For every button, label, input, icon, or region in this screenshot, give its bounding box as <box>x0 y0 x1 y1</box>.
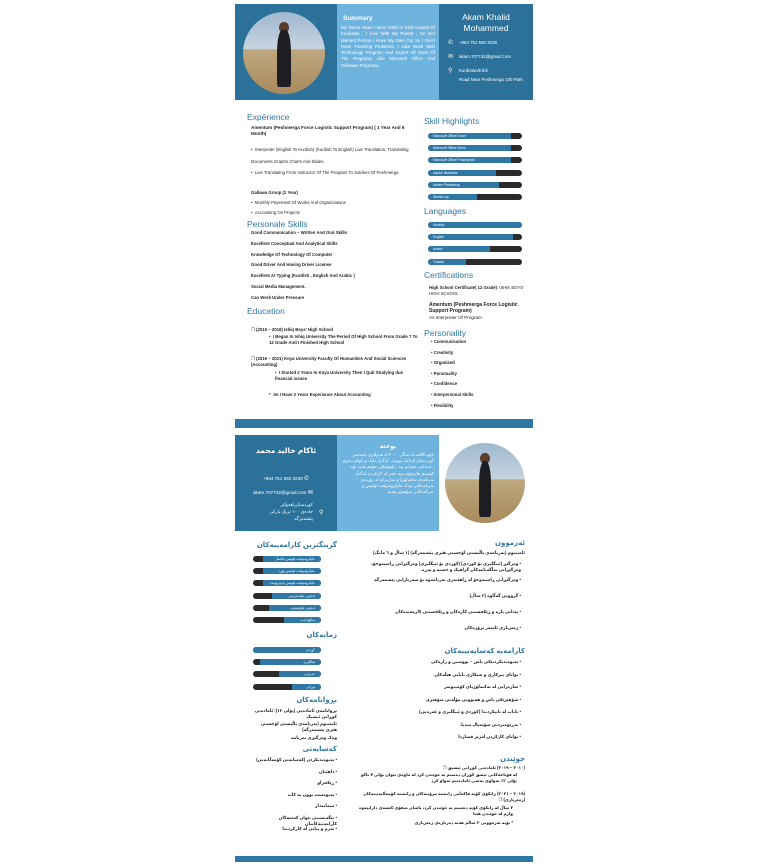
personality-item-kurdish: • تێگەیشتنی نێوان کەسەکان کارامەییەکانیان <box>278 814 337 826</box>
skill-item-kurdish-text: توانای کارکردن لەژێر فشاردا <box>458 734 519 739</box>
edu-bullet-icon: ❐ <box>251 356 255 361</box>
experience-item-kurdish: • ژمێریاری ئاسەر پرۆژەکان <box>464 625 521 630</box>
personality-item-kurdish: • پەیوەندیکردن (کەسایەتی کۆمەڵایەتی) <box>256 757 337 762</box>
personality-item-kurdish-text: تێگەیشتنی نێوان کەسەکان کارامەییەکانیان <box>278 814 337 826</box>
personal-skills-title: Personale Skills <box>247 219 308 229</box>
summary-title: Summary <box>343 15 373 22</box>
personality-item: • Communication <box>431 339 467 344</box>
skill-bar-label: Microsoft Office Powerpoint <box>433 158 475 163</box>
location-pin-icon: ⚲ <box>319 510 324 516</box>
experience-item-kurdish: • گرووپی گەڵاوە (٢ ساڵ) <box>469 593 521 598</box>
summary-title-kurdish: پوختە <box>379 444 397 450</box>
skill-bar <box>428 133 522 139</box>
edu2-head-text: (2019 – 2021) Koya University Faculty Of Humanities And Social Sciences (Accounting) <box>251 356 407 367</box>
summary-panel <box>337 4 439 100</box>
job2-bullet-1-text: Monthly Payement Of Works And Organizations <box>254 200 346 205</box>
language-bar-kurdish <box>253 647 321 653</box>
skill-item-kurdish: • پەیوەندیکردنێکی باش – نووسین و زارەکی <box>431 659 521 664</box>
skill-bar-kurdish-label: مایکرۆسۆفت ئۆفیس ئێکسڵ <box>275 557 315 561</box>
experience-item-kurdish: • وەرگێڕ (ئینگلیزی بۆ کوردی) (کوردی بۆ ئینگلیزی) وەرگێڕانی ڕاستەوخۆ، وەرگێڕانی بەڵگەنامەکان گرافیک و خشتە و پەڕە. <box>371 561 521 572</box>
skills-title-kurdish: کارامەیە کەسایەتییەکان <box>444 648 525 655</box>
cert2-kurdish: ئامێنتوم (بەرنامەی پاڵپشتی لۆجستی هێزی پێشمەرگە) <box>260 721 337 732</box>
skill-bar-label: Adobe Photoshop <box>433 182 460 187</box>
language-bar <box>428 246 522 252</box>
edu-bullet-icon: ❐ <box>251 327 255 332</box>
language-bar-kurdish-label: عەرەبی <box>303 672 315 677</box>
address-kurdish <box>255 501 313 522</box>
skill-bar-label: Adobe Illustrator <box>433 170 458 175</box>
email-text-kurdish: akam.707742@gmail.com <box>253 490 307 495</box>
email-icon: ✉ <box>307 490 313 496</box>
edu3: * So I Have 2 Years Experiance About Accounting <box>269 392 371 397</box>
language-bar-label: Arabic <box>433 247 443 252</box>
job2-bullet-2-text: Accounting On Projects <box>254 210 300 215</box>
skill-bar-kurdish <box>253 605 321 611</box>
skill-bar <box>428 194 522 200</box>
skill-item-kurdish-text: بەڕێوەبردنی سۆشیال میدیا. <box>459 721 519 727</box>
personality-item-kurdish: • نەرم و نیانی لە کارکردندا <box>282 826 337 831</box>
personality-item-kurdish-text: ڕێکخراو <box>317 780 335 785</box>
edu3-kurdish-text: بۆیە ئەزموونی ٢ ساڵم هەیە دەربارەی ژمێریاری <box>414 820 511 825</box>
job1-title-kurdish: ئامێنتوم (بەرنامەی پاڵپشتی لۆجستی هێزی پێشمەرگە) (١ ساڵ و ٦ مانگ) <box>373 550 525 555</box>
personality-item: • Interpersonal Skills <box>431 392 474 397</box>
header-photo-panel <box>235 4 337 100</box>
full-name-kurdish: ئاکام خالید محمد <box>255 446 317 455</box>
edu2-body-kurdish: ٢ ساڵ لە زانکۆی کۆیە دەستم بە خوێندن کرد، پاشان بەهۆی کێشەی داراییەوە وازم لە خوێندن هێنا <box>359 805 513 816</box>
personality-item-kurdish-text: پەیوەندیکردن (کەسایەتی کۆمەڵایەتی) <box>256 757 335 762</box>
skill-bar <box>428 182 522 188</box>
personality-item-kurdish: • داهێنان <box>318 768 337 774</box>
skill-bar-kurdish <box>253 593 321 599</box>
edu1-body: • I Began In Ishiq University The Period Of High School From Grade 7 To 12 Grade And I Finished High School <box>269 334 418 345</box>
personality-item: • Creativity <box>431 349 454 355</box>
experience-title-kurdish: ئەزموون <box>495 540 525 547</box>
page-footer-bar <box>235 856 533 862</box>
language-bar-kurdish-label: ئینگلیزی <box>303 660 315 665</box>
skill-item-kurdish: • شۆفێرێکی باش و هەبوونی مۆڵەتی شۆفێری <box>425 696 521 702</box>
personality-item-kurdish-text: متمانەدار <box>315 803 335 808</box>
personal-skill-item: Good Communication – Written And Oral Skills <box>251 230 347 235</box>
skill-bar <box>428 170 522 176</box>
personality-item-text: Organized <box>433 360 455 366</box>
address-line2-kurdish: جادەی ١٠٠ نزیک پارکی پێشمەرگە <box>269 509 313 521</box>
personal-skill-item: Excellent At Typing (Kurdish , English And Arabic ) <box>251 273 355 279</box>
phone-icon: ✆ <box>304 476 310 482</box>
experience-item-kurdish-text: ژمێریاری ئاسەر پرۆژەکان <box>464 625 519 630</box>
cert1 <box>429 285 531 296</box>
edu1-body-kurdish: لە قۆناغەکانی ئیشق کوڕان دەستم بە خوێندن کرد لە ماوەی نێوان پۆلی ٧ تاکو پۆلی ١٢ تەواوی بەشی ئامادەییم تەواو کرد <box>360 772 517 783</box>
skill-item-kurdish-text: شۆفێرێکی باش و هەبوونی مۆڵەتی شۆفێری <box>425 696 519 702</box>
personality-item: • Flexibility <box>431 402 454 408</box>
skill-highlights-title-kurdish: گرینگترین کارامەییەکان <box>256 542 337 549</box>
contact-panel <box>439 4 533 100</box>
job2-title: Gallawa Group (2 Year) <box>251 190 298 195</box>
languages-title: Languages <box>424 206 467 216</box>
profile-photo <box>243 12 325 94</box>
skill-item-kurdish: • توانای بیرکاری و شیکاری نایابی هێڵەکان <box>434 671 521 677</box>
personality-title-kurdish: کەسایەتی <box>302 746 337 753</box>
languages-title-kurdish: زمانەکان <box>306 632 337 639</box>
language-bar <box>428 222 522 228</box>
summary-text-kurdish: ناوم ئاکامە لە ساڵی ٢٠٠٠ لە هەولێری پایتەختی کوردستان لەدایک بوومە ، لەگەڵ دایک و باوکم دەژیم ، ئەندامی خێزانم نیە ، ئۆتۆمبێلی خۆمم هەیە بۆیە کێشەی هاتوچۆم نییە، حەز لە کارکردنە لەگەڵ بەرنامەی تەکنەلۆژیا و شارەزام لە زۆربەی بەرنامەکانی وەک مایکرۆسۆفت ئۆفیس و بەرنامەکانی سۆفتوێر هەیە. <box>342 452 434 495</box>
personality-item-text: Communication <box>433 339 467 344</box>
edu2-head-kurdish <box>353 791 525 803</box>
skill-item-kurdish: • شارەزایی لە تەکنەلۆژیای کۆمپیوتەر <box>443 684 521 689</box>
edu3-kurdish: * بۆیە ئەزموونی ٢ ساڵم هەیە دەربارەی ژمێریاری <box>414 820 513 825</box>
experience-item-kurdish-text: پێدانی پارە و ڕێکخستنی کارەکان و ڕێکخستنی کارمەندەکان <box>395 609 519 614</box>
skill-item-kurdish-text: نایاب لە تایپکردندا (کوردی و ئینگلیزی و عەرەبی) <box>419 709 519 714</box>
location-pin-icon: ⚲ <box>448 68 453 74</box>
skill-highlights-title: Skill Highlights <box>424 116 480 126</box>
skill-item-kurdish-text: توانای بیرکاری و شیکاری نایابی هێڵەکان <box>434 671 519 677</box>
language-bar-kurdish-label: کوردی <box>305 648 315 652</box>
edu1-head-kurdish <box>353 765 525 771</box>
personality-item-kurdish-text: نەرم و نیانی لە کارکردندا <box>282 826 335 831</box>
personality-item-text: Interpersonal Skills <box>433 392 474 397</box>
personal-skill-item: Excellent Conceptual And Analytical Skills <box>251 240 338 246</box>
job1-bullet-1-text: Interpreter (English To Kurdish) (Kurdish To English) Live Translation, Translating Documents Graphs Charts And Slides. <box>251 147 409 164</box>
email-row-kurdish <box>253 489 313 496</box>
personal-skill-item: Good Driver And Having Driver License <box>251 262 332 268</box>
email-icon: ✉ <box>448 54 454 60</box>
email-text: akam.707742@gmail.Com <box>459 54 512 59</box>
skill-bar <box>428 145 522 151</box>
cert1-bold: High School Certificate( 12 Grade) <box>429 285 497 290</box>
skill-item-kurdish: • نایاب لە تایپکردندا (کوردی و ئینگلیزی و عەرەبی) <box>419 709 521 714</box>
job1-bullet-1: • Interpreter (English To Kurdish) (Kurdish To English) Live Translation, Translating Documents Graphs Charts And Slides. <box>251 147 409 164</box>
personality-item-text: Flexibility <box>433 402 454 408</box>
edu-bullet-icon: ❐ <box>498 797 503 802</box>
experience-title: Expérience <box>247 112 290 122</box>
skill-bar-kurdish-label: ئەدۆبی ئیلەستریتەر <box>288 593 315 598</box>
personality-item-kurdish: • متمانەدار <box>315 803 337 808</box>
edu2-body-text: I Started 2 Years In Koya University Then I Quit Studying due financial issues <box>275 370 403 381</box>
edu2-body: • I Started 2 Years In Koya University Then I Quit Studying due financial issues <box>275 370 403 381</box>
phone-text-kurdish: +964 751 550 3239 <box>263 476 303 481</box>
personal-skill-item: Social Media Management. <box>251 284 306 289</box>
edu2-head-kurdish-text: (٢٠١٩ – ٢٠٢١) زانکۆی کۆیە فاکەڵتی زانستە مرۆییەکان و زانستە کۆمەڵایەتییەکان (ژمێریاری) <box>363 791 525 802</box>
skill-item-kurdish: • توانای کارکردن لەژێر فشاردا <box>458 734 521 739</box>
skill-item-kurdish-text: شارەزایی لە تەکنەلۆژیای کۆمپیوتەر <box>443 684 519 689</box>
address-line1-kurdish: کوردستان/هەولێر <box>280 502 313 507</box>
skill-item-kurdish: • بەڕێوەبردنی سۆشیال میدیا. <box>459 721 521 727</box>
phone-icon: ✆ <box>448 40 454 46</box>
address-line1: Kurdistan/Erbil <box>459 68 488 73</box>
language-bar-label: Turkish <box>433 259 444 264</box>
skill-bar-kurdish <box>253 568 321 574</box>
language-bar <box>428 259 522 265</box>
resume-page-english <box>235 4 533 416</box>
personal-skill-item: Knowledge Of Technology Of Computer <box>251 251 333 257</box>
experience-item-kurdish-text: وەرگێڕ (ئینگلیزی بۆ کوردی) (کوردی بۆ ئینگلیزی) وەرگێڕانی ڕاستەوخۆ، وەرگێڕانی بەڵگەنامەکان گرافیک و خشتە و پەڕە. <box>371 561 521 572</box>
cert1-kurdish: بڕوانامەی ئامادەیی (پۆلی ١٢): ئامادەیی کوڕانی ئیشیک <box>254 708 337 719</box>
language-bar-kurdish <box>253 684 321 690</box>
phone-text: +964 751 550 3239 <box>459 40 497 45</box>
language-bar-label: English <box>433 235 445 240</box>
header-photo-panel-kurdish <box>439 435 533 531</box>
personality-item-kurdish-text: پەیوەست بوون بە کات <box>287 791 335 797</box>
education-title-kurdish: خوێندن <box>500 756 525 763</box>
skill-bar-kurdish <box>253 580 321 586</box>
experience-item-kurdish: • پێدانی پارە و ڕێکخستنی کارەکان و ڕێکخستنی کارمەندەکان <box>395 609 521 614</box>
skill-bar-kurdish-label: مایکرۆسۆفت ئۆفیس وۆرد <box>278 569 315 574</box>
certifications-title-kurdish: بڕوانامەکان <box>296 697 337 704</box>
job1-bullet-2-text: Live Translating From Instructor Of The Program To Soldiers Of Peshmerga <box>254 170 399 175</box>
experience-item-kurdish-text: وەرگێڕانی ڕاستەوخۆ لە ڕاهێنەری بەرنامەوە بۆ سەربازانی پێشمەرگە <box>374 577 519 582</box>
personality-title: Personality <box>424 328 467 338</box>
summary-panel-kurdish <box>337 435 439 531</box>
personality-item-kurdish: • پەیوەست بوون بە کات <box>287 791 337 797</box>
skill-bar-label: Microsoft Office Excel <box>433 134 466 138</box>
personality-item-kurdish-text: داهێنان <box>318 768 335 774</box>
edu1-body-text: I Began In Ishiq University The Period Of High School From Grade 7 To 12 Grade And I Finished High School <box>269 334 418 345</box>
resume-page-kurdish <box>235 435 533 862</box>
edu-bullet-icon: ❐ <box>442 765 447 770</box>
language-bar-label: Kurdish <box>433 223 445 227</box>
address-line2: Road Near Peshmerga 100 Park <box>459 77 523 82</box>
skill-bar-kurdish-label: سکێچ ئەپ <box>300 618 315 622</box>
edu1-head <box>251 327 421 333</box>
skill-bar-label: Microsoft Office Word <box>433 146 466 151</box>
edu3-text: So I Have 2 Years Experiance About Accounting <box>273 392 371 397</box>
skill-item-kurdish-text: پەیوەندیکردنێکی باش – نووسین و زارەکی <box>431 659 519 664</box>
skill-bar-kurdish <box>253 617 321 623</box>
certifications-title: Certifications <box>424 270 474 280</box>
personality-item-text: Confidence <box>433 381 458 387</box>
edu2-head <box>251 356 421 368</box>
skill-bar-label: Sketch Up <box>433 195 449 199</box>
phone-row-kurdish <box>263 475 309 482</box>
skill-bar-kurdish <box>253 556 321 562</box>
language-bar-kurdish <box>253 659 321 665</box>
personality-item-text: Creativity <box>433 349 454 355</box>
cert2-role: As Interpreter Of Program <box>429 315 482 320</box>
experience-item-kurdish: • وەرگێڕانی ڕاستەوخۆ لە ڕاهێنەری بەرنامەوە بۆ سەربازانی پێشمەرگە <box>374 577 521 582</box>
contact-panel-kurdish <box>235 435 337 531</box>
cert1-rest: : ISHIK BOYS' HIGH SCHOOL <box>429 285 524 296</box>
profile-photo <box>445 443 525 523</box>
page-separator <box>235 419 533 428</box>
language-bar <box>428 234 522 240</box>
language-bar-kurdish-label: تورکی <box>306 684 315 689</box>
personality-item: • Organized <box>431 360 455 366</box>
full-name: Akam Khalid Mohammed <box>462 12 510 33</box>
job1-bullet-2: • Live Translating From Instructor Of The Program To Soldiers Of Peshmerga <box>251 170 399 175</box>
edu1-head-kurdish-text: (٢٠١٠ – ٢٠١٩) ئامادەیی کوڕانی ئیشیق <box>447 765 525 770</box>
language-bar-kurdish <box>253 671 321 677</box>
education-title: Education <box>247 306 285 316</box>
cert2-title: Amentum (Peshmerga Force Logistic Support Program) <box>429 302 518 314</box>
experience-item-kurdish-text: گرووپی گەڵاوە (٢ ساڵ) <box>469 593 519 598</box>
skill-bar-kurdish-label: مایکرۆسۆفت ئۆفیس پاوەرپۆینت <box>269 581 315 586</box>
job1-title: Amentum (Peshmerga Force Logistic Support Program) ( 1 Year And 6 Month) <box>251 125 405 136</box>
skill-bar-kurdish-label: ئەدۆبی فۆتۆشۆپ <box>290 605 315 610</box>
personality-item-text: Punctuality <box>433 370 457 376</box>
cert3-kurdish: وەک وەرگێڕی بەرنامە <box>291 735 337 740</box>
job2-bullet-2: • Accounting On Projects <box>251 210 300 215</box>
personality-item: • Punctuality <box>431 370 457 376</box>
summary-text: My Name Akam I Born 2000 In Erbil Capital Of Kurdistan , I Live With My Parent , I'm Not Married Person I Have My Own Car So I Don't Have Traveling Problems, I Like Work With Technology Program And Expert Of Most Of The Programs Like Microsoft Office And Software Programs. <box>341 25 435 68</box>
edu1-head-text: (2010 – 2019) Ishiq Boys' High School <box>256 327 334 332</box>
job2-bullet-1: • Monthly Payement Of Works And Organizations <box>251 200 346 205</box>
personal-skill-item: Can Work Under Pressure <box>251 294 305 300</box>
personality-item: • Confidence <box>431 381 458 387</box>
skill-bar <box>428 157 522 163</box>
personality-item-kurdish: • ڕێکخراو <box>317 780 337 785</box>
